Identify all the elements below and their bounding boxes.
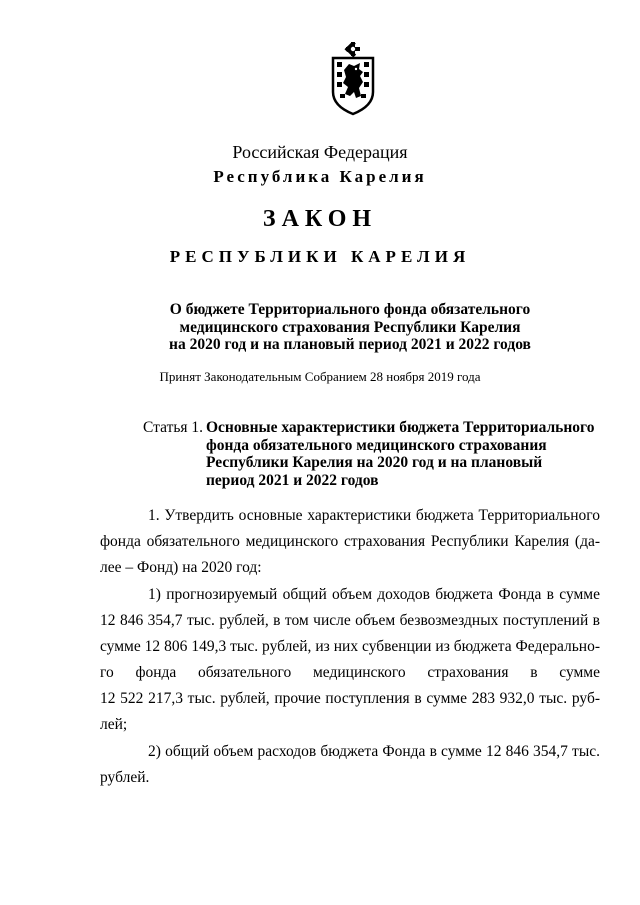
body-text-line: фонда обязательного медицинского страхования Республики Карелия (да- [100,533,600,550]
article-title-line: Основные характеристики бюджета Территориального [206,419,595,436]
adoption-line: Принят Законодательным Собранием 28 ноября 2019 года [159,369,481,384]
article-title [206,419,594,489]
body-text-line: 12 846 354,7 тыс. рублей, в том числе объем безвозмездных поступлений в [100,612,600,629]
body-text-line: лее – Фонд) на 2020 год: [100,559,262,576]
bill-title [120,301,580,354]
body-text-line: сумме 12 806 149,3 тыс. рублей, из них субвенции из бюджета Федерально- [100,638,600,655]
body-text-line: 2) общий объем расходов бюджета Фонда в сумме 12 846 354,7 тыс. [148,743,600,760]
law-subheading: РЕСПУБЛИКИ КАРЕЛИЯ [169,247,471,266]
article-title-line: период 2021 и 2022 годов [206,471,379,489]
bill-title-line: О бюджете Территориального фонда обязательного [169,301,531,318]
body-text-line: рублей. [100,769,150,786]
coat-of-arms-icon [330,42,376,116]
body-text-line: го фонда обязательного медицинского страхования в сумме [100,664,600,681]
law-heading: ЗАКОН [262,206,378,232]
body-text-line: 1) прогнозируемый общий объем доходов бюджета Фонда в сумме [148,586,600,603]
body-text-line: лей; [100,716,128,733]
bill-title-line: медицинского страхования Республики Карелия [179,318,521,336]
republic-line: Республика Карелия [213,167,427,186]
article-title-line: фонда обязательного медицинского страхования [206,436,547,454]
article-title-line: Республики Карелия на 2020 год и на плановый [206,454,543,471]
body-text-line: 12 522 217,3 тыс. рублей, прочие поступления в сумме 283 932,0 тыс. руб- [100,690,600,707]
article-label: Статья 1. [143,419,204,436]
body-text-line: 1. Утвердить основные характеристики бюджета Территориального [148,507,600,524]
bill-title-line: на 2020 год и на плановый период 2021 и 2022 годов [169,336,531,353]
federation-line: Российская Федерация [232,142,408,162]
